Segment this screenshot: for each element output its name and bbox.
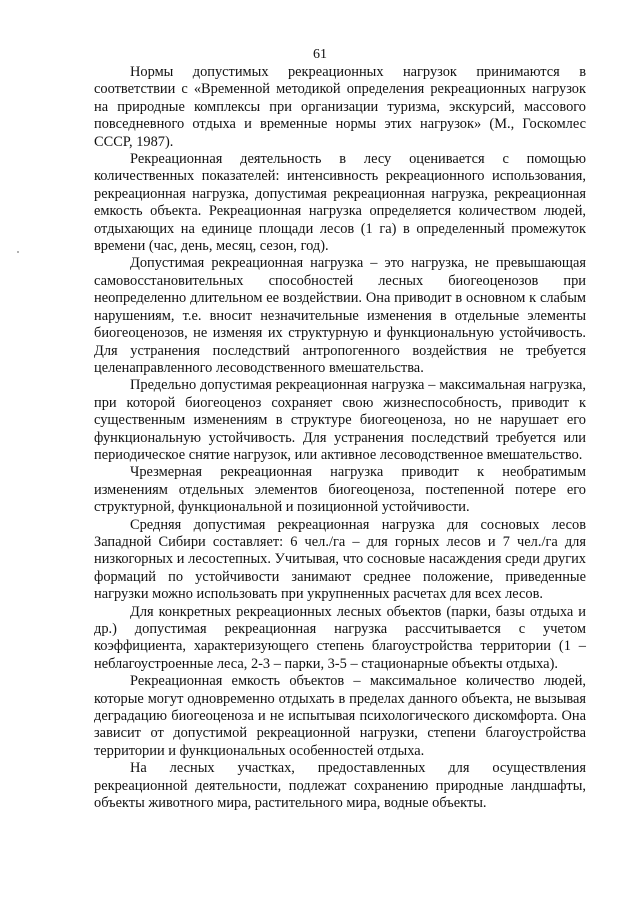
paragraph-recreational-capacity: Рекреационная емкость объектов – максимальное количество людей, которые могут одновременно отдыхать в пределах данного объекта, не вызывая деградацию биогеоценоза и не испытывая психологического дискомфорта. Она зависит от допустимой рекреационной нагрузки, степени благоустройства территории и функциональных особенностей отдыха. (94, 673, 586, 759)
paragraph-excessive-load: Чрезмерная рекреационная нагрузка приводит к необратимым изменениям отдельных элементов биогеоценоза, постепенной потере его структурной, функциональной и позиционной устойчивости. (94, 464, 586, 516)
document-body (94, 64, 586, 812)
paragraph-average-load-west-siberia: Средняя допустимая рекреационная нагрузка для сосновых лесов Западной Сибири составляет: 6 чел./га – для горных лесов и 7 чел./га для низкогорных и лесостепных. Учитывая, что сосновые насаждения среди других формаций по устойчивости занимают среднее положение, приведенные нагрузки можно использовать при укрупненных расчетах для всех лесов. (94, 516, 586, 603)
paragraph-maximum-permissible-load: Предельно допустимая рекреационная нагрузка – максимальная нагрузка, при которой биогеоценоз сохраняет свою жизнеспособность, приводит к существенным изменениям в структуре биогеоценоза, но не нарушает его функциональную устойчивость. Для устранения последствий требуется или периодическое снятие нагрузок, или активное лесоводственное вмешательство. (94, 377, 586, 463)
paragraph-permissible-load: Допустимая рекреационная нагрузка – это нагрузка, не превышающая самовосстановительных способностей лесных биогеоценозов при неопределенно длительном ее воздействии. Она приводит в основном к слабым нарушениям, т.е. вносит незначительные изменения в отдельные элементы биогеоценозов, не изменяя их структурную и функциональную устойчивость. Для устранения последствий антропогенного воздействия не требуется целенаправленного лесоводственного вмешательства. (94, 255, 586, 376)
paragraph-forest-plots-preservation: На лесных участках, предоставленных для осуществления рекреационной деятельности, подлежат сохранению природные ландшафты, объекты животного мира, растительного мира, водные объекты. (94, 760, 586, 812)
paragraph-recreational-norms: Нормы допустимых рекреационных нагрузок принимаются в соответствии с «Временной методикой определения рекреационных нагрузок на природные комплексы при организации туризма, экскурсий, массового повседневного отдыха и временные нормы этих нагрузок» (М., Госкомлес СССР, 1987). (94, 64, 586, 150)
paragraph-recreational-activity: Рекреационная деятельность в лесу оценивается с помощью количественных показателей: интенсивность рекреационного использования, рекреационная нагрузка, допустимая рекреационная нагрузка, рекреационная емкость объекта. Рекреационная нагрузка определяется количеством людей, отдыхающих на единице площади лесов (1 га) в определенный промежуток времени (час, день, месяц, сезон, год). (94, 151, 586, 255)
paragraph-specific-objects: Для конкретных рекреационных лесных объектов (парки, базы отдыха и др.) допустимая рекреационная нагрузка рассчитывается с учетом коэффициента, характеризующего степень благоустройства территории (1 – неблагоустроенные леса, 2-3 – парки, 3-5 – стационарные объекты отдыха). (94, 603, 586, 672)
page-number: 61 (313, 47, 327, 62)
scan-speck (17, 251, 19, 253)
